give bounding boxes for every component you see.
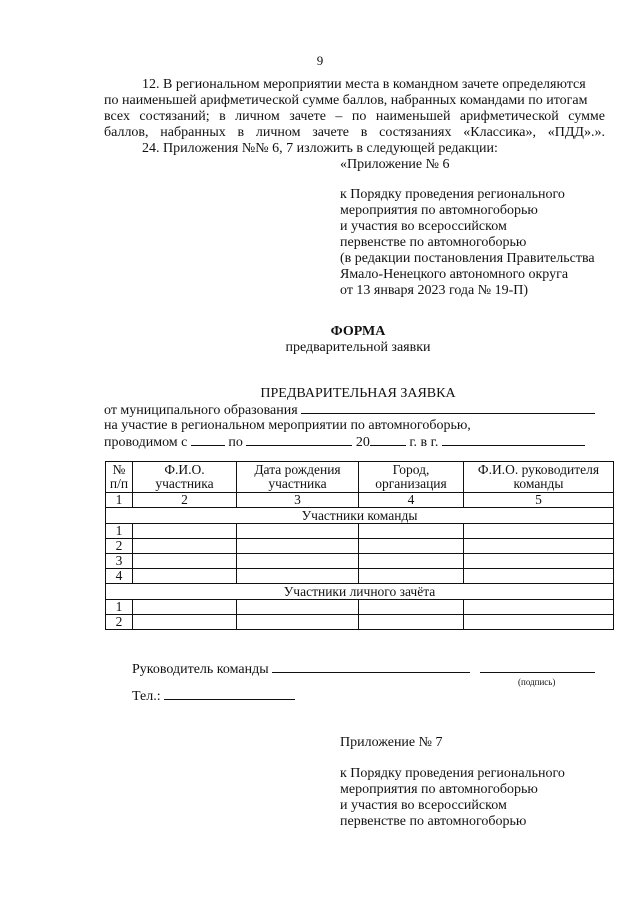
table-header-row <box>106 462 614 493</box>
cell[interactable] <box>359 600 464 615</box>
phone-label: Тел.: <box>132 689 161 704</box>
personal-section-row <box>106 584 614 600</box>
held-from-label: проводимом с <box>104 435 188 450</box>
team-section-row <box>106 508 614 524</box>
row-number: 1 <box>106 600 133 615</box>
cell[interactable] <box>237 615 359 630</box>
column-number: 2 <box>133 493 237 508</box>
table-row <box>106 524 614 539</box>
cell[interactable] <box>237 539 359 554</box>
header-city: Город, организация <box>359 462 464 493</box>
cell[interactable] <box>133 569 237 584</box>
cell[interactable] <box>237 569 359 584</box>
table-row <box>106 615 614 630</box>
table-numbering-row <box>106 493 614 508</box>
date-to-field[interactable] <box>246 434 352 446</box>
cell[interactable] <box>359 524 464 539</box>
cell[interactable] <box>133 600 237 615</box>
form-subtitle: предварительной заявки <box>285 340 431 355</box>
cell[interactable] <box>359 539 464 554</box>
date-from-field[interactable] <box>191 434 225 446</box>
table-row <box>106 569 614 584</box>
appendix7-line: к Порядку проведения регионального <box>340 766 565 781</box>
para12-line2: по наименьшей арифметической сумме баллов, набранных командами по итогам <box>104 93 588 108</box>
cell[interactable] <box>237 600 359 615</box>
appendix6-line: первенстве по автомногоборью <box>340 235 527 250</box>
row-number: 3 <box>106 554 133 569</box>
leader-label: Руководитель команды <box>132 662 269 677</box>
cell[interactable] <box>133 615 237 630</box>
para24: 24. Приложения №№ 6, 7 изложить в следующей редакции: <box>142 141 498 156</box>
header-number: № п/п <box>106 462 133 493</box>
phone-line <box>132 688 295 705</box>
header-participant-name: Ф.И.О. участника <box>133 462 237 493</box>
phone-field[interactable] <box>164 688 295 700</box>
cell[interactable] <box>464 600 614 615</box>
year-label: 20 <box>355 435 370 450</box>
column-number: 5 <box>464 493 614 508</box>
signature-hint: (подпись) <box>518 677 556 687</box>
participants-table <box>105 461 614 630</box>
appendix6-line: к Порядку проведения регионального <box>340 187 565 202</box>
header-team-leader: Ф.И.О. руководителя команды <box>464 462 614 493</box>
row-number: 4 <box>106 569 133 584</box>
cell[interactable] <box>237 554 359 569</box>
signature-field[interactable] <box>480 661 595 673</box>
para12-line3: всех состязаний; в личном зачете – по наименьшей арифметической сумме <box>104 109 605 124</box>
application-title: ПРЕДВАРИТЕЛЬНАЯ ЗАЯВКА <box>260 386 456 401</box>
cell[interactable] <box>237 524 359 539</box>
cell[interactable] <box>464 554 614 569</box>
appendix7-line: и участия во всероссийском <box>340 798 507 813</box>
row-number: 1 <box>106 524 133 539</box>
table-row <box>106 539 614 554</box>
leader-line <box>132 661 595 678</box>
row-number: 2 <box>106 539 133 554</box>
table-row <box>106 554 614 569</box>
team-section-label: Участники команды <box>106 508 614 524</box>
cell[interactable] <box>464 524 614 539</box>
appendix6-title: «Приложение № 6 <box>340 157 450 172</box>
appendix6-line: мероприятия по автомногоборью <box>340 203 538 218</box>
cell[interactable] <box>133 539 237 554</box>
column-number: 4 <box>359 493 464 508</box>
city-label: г. в г. <box>409 435 439 450</box>
appendix6-line: Ямало-Ненецкого автономного округа <box>340 267 569 282</box>
city-field[interactable] <box>442 434 585 446</box>
from-label: от муниципального образования <box>104 403 298 418</box>
row-number: 2 <box>106 615 133 630</box>
dates-line <box>104 434 585 451</box>
municipality-field[interactable] <box>301 402 595 414</box>
para12-line1: 12. В региональном мероприятии места в командном зачете определяются <box>142 77 586 92</box>
header-birth-date: Дата рождения участника <box>237 462 359 493</box>
from-line <box>104 402 595 419</box>
cell[interactable] <box>133 524 237 539</box>
appendix7-title: Приложение № 7 <box>340 735 443 750</box>
leader-name-field[interactable] <box>272 661 470 673</box>
appendix7-line: мероприятия по автомногоборью <box>340 782 538 797</box>
appendix6-line: (в редакции постановления Правительства <box>340 251 595 266</box>
form-title: ФОРМА <box>330 324 386 339</box>
personal-section-label: Участники личного зачёта <box>106 584 614 600</box>
page-number: 9 <box>316 53 324 68</box>
column-number: 1 <box>106 493 133 508</box>
po-label: по <box>228 435 243 450</box>
para12-line4: баллов, набранных в личном зачете в состязаниях «Классика», «ПДД».». <box>104 125 605 140</box>
cell[interactable] <box>359 615 464 630</box>
cell[interactable] <box>464 539 614 554</box>
table-row <box>106 600 614 615</box>
appendix7-line: первенстве по автомногоборью <box>340 814 527 829</box>
cell[interactable] <box>359 569 464 584</box>
cell[interactable] <box>464 615 614 630</box>
cell[interactable] <box>359 554 464 569</box>
appendix6-line: от 13 января 2023 года № 19-П) <box>340 283 529 298</box>
appendix6-line: и участия во всероссийском <box>340 219 507 234</box>
participation-line: на участие в региональном мероприятии по автомногоборью, <box>104 418 471 433</box>
column-number: 3 <box>237 493 359 508</box>
year-field[interactable] <box>370 434 406 446</box>
cell[interactable] <box>133 554 237 569</box>
cell[interactable] <box>464 569 614 584</box>
